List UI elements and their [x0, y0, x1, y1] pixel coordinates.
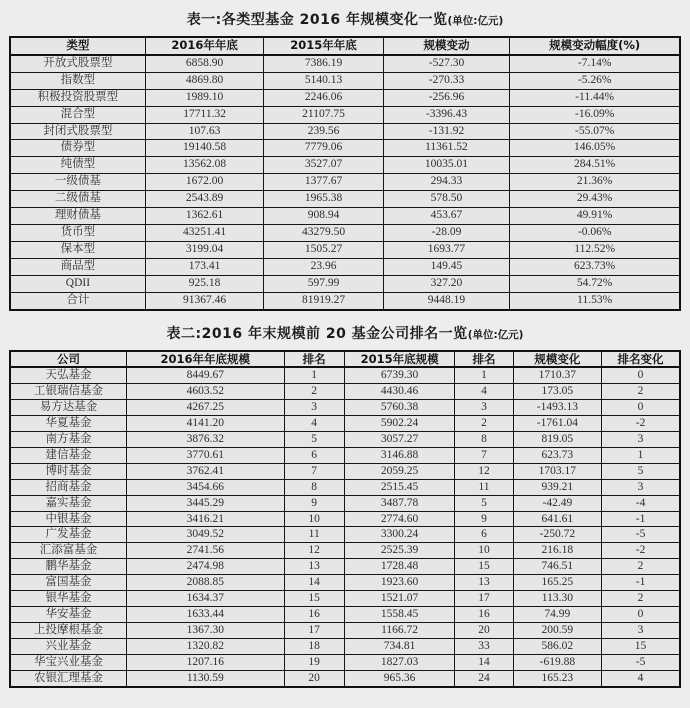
- value-cell: 11361.52: [383, 140, 510, 157]
- row-label-cell: 兴业基金: [10, 638, 127, 654]
- value-cell: 146.05%: [510, 140, 680, 157]
- row-label-cell: 富国基金: [10, 575, 127, 591]
- value-cell: 2515.45: [344, 479, 455, 495]
- value-cell: 1693.77: [383, 241, 510, 258]
- column-header: 规模变化: [513, 351, 601, 368]
- table-row: [10, 89, 680, 106]
- row-label-cell: 中银基金: [10, 511, 127, 527]
- column-header: 2015年底规模: [344, 351, 455, 368]
- row-label-cell: 华安基金: [10, 607, 127, 623]
- value-cell: 0: [602, 607, 680, 623]
- value-cell: -5: [602, 654, 680, 670]
- spacer: [9, 311, 681, 321]
- value-cell: -256.96: [383, 89, 510, 106]
- value-cell: -5.26%: [510, 72, 680, 89]
- value-cell: 1672.00: [145, 174, 264, 191]
- value-cell: 12: [284, 543, 344, 559]
- value-cell: 24: [455, 670, 513, 686]
- value-cell: 4: [602, 670, 680, 686]
- value-cell: 16: [455, 607, 513, 623]
- value-cell: 19: [284, 654, 344, 670]
- value-cell: 284.51%: [510, 157, 680, 174]
- table-row: [10, 670, 680, 686]
- column-header: 公司: [10, 351, 127, 368]
- value-cell: -4: [602, 495, 680, 511]
- value-cell: 327.20: [383, 275, 510, 292]
- value-cell: 23.96: [264, 258, 383, 275]
- row-label-cell: 货币型: [10, 224, 145, 241]
- value-cell: 91367.46: [145, 292, 264, 309]
- value-cell: 939.21: [513, 479, 601, 495]
- column-header: 2015年年底: [264, 37, 383, 55]
- value-cell: 9: [284, 495, 344, 511]
- value-cell: 8: [455, 432, 513, 448]
- value-cell: 7: [284, 463, 344, 479]
- value-cell: 294.33: [383, 174, 510, 191]
- value-cell: 2088.85: [127, 575, 284, 591]
- row-label-cell: 银华基金: [10, 591, 127, 607]
- value-cell: 6858.90: [145, 55, 264, 72]
- table-row: [10, 123, 680, 140]
- value-cell: 10035.01: [383, 157, 510, 174]
- value-cell: 2: [602, 384, 680, 400]
- value-cell: 3: [284, 400, 344, 416]
- value-cell: 200.59: [513, 622, 601, 638]
- value-cell: 7: [455, 447, 513, 463]
- value-cell: 1633.44: [127, 607, 284, 623]
- table-row: [10, 416, 680, 432]
- value-cell: 623.73%: [510, 258, 680, 275]
- value-cell: 107.63: [145, 123, 264, 140]
- table-row: [10, 384, 680, 400]
- value-cell: 113.30: [513, 591, 601, 607]
- value-cell: 5902.24: [344, 416, 455, 432]
- value-cell: 13: [284, 559, 344, 575]
- value-cell: 149.45: [383, 258, 510, 275]
- value-cell: 16: [284, 607, 344, 623]
- value-cell: 8449.67: [127, 367, 284, 383]
- table1-header-row: [10, 37, 680, 55]
- row-label-cell: 积极投资股票型: [10, 89, 145, 106]
- value-cell: 2059.25: [344, 463, 455, 479]
- value-cell: -42.49: [513, 495, 601, 511]
- value-cell: -28.09: [383, 224, 510, 241]
- value-cell: 3057.27: [344, 432, 455, 448]
- value-cell: 3: [455, 400, 513, 416]
- value-cell: 1634.37: [127, 591, 284, 607]
- value-cell: 15: [602, 638, 680, 654]
- value-cell: 12: [455, 463, 513, 479]
- value-cell: 3: [602, 622, 680, 638]
- row-label-cell: 招商基金: [10, 479, 127, 495]
- table-row: [10, 174, 680, 191]
- value-cell: 623.73: [513, 447, 601, 463]
- column-header: 2016年年底: [145, 37, 264, 55]
- value-cell: 11.53%: [510, 292, 680, 309]
- row-label-cell: 华夏基金: [10, 416, 127, 432]
- value-cell: 908.94: [264, 208, 383, 225]
- value-cell: 1989.10: [145, 89, 264, 106]
- table-row: [10, 559, 680, 575]
- value-cell: -7.14%: [510, 55, 680, 72]
- value-cell: 112.52%: [510, 241, 680, 258]
- value-cell: 965.36: [344, 670, 455, 686]
- value-cell: 2: [284, 384, 344, 400]
- row-label-cell: 嘉实基金: [10, 495, 127, 511]
- value-cell: 17711.32: [145, 106, 264, 123]
- value-cell: 11: [284, 527, 344, 543]
- table-row: [10, 638, 680, 654]
- row-label-cell: 上投摩根基金: [10, 622, 127, 638]
- value-cell: 11: [455, 479, 513, 495]
- row-label-cell: 易方达基金: [10, 400, 127, 416]
- value-cell: 2774.60: [344, 511, 455, 527]
- row-label-cell: 理财债基: [10, 208, 145, 225]
- value-cell: 3454.66: [127, 479, 284, 495]
- value-cell: 17: [284, 622, 344, 638]
- value-cell: 4: [455, 384, 513, 400]
- value-cell: 2: [602, 591, 680, 607]
- value-cell: 1207.16: [127, 654, 284, 670]
- row-label-cell: 商品型: [10, 258, 145, 275]
- table-row: [10, 292, 680, 309]
- table-row: [10, 140, 680, 157]
- row-label-cell: 纯债型: [10, 157, 145, 174]
- value-cell: 1320.82: [127, 638, 284, 654]
- value-cell: 3300.24: [344, 527, 455, 543]
- row-label-cell: 南方基金: [10, 432, 127, 448]
- value-cell: 10: [455, 543, 513, 559]
- value-cell: 173.41: [145, 258, 264, 275]
- value-cell: 8: [284, 479, 344, 495]
- table-row: [10, 191, 680, 208]
- table-row: [10, 55, 680, 72]
- value-cell: 4603.52: [127, 384, 284, 400]
- row-label-cell: 建信基金: [10, 447, 127, 463]
- value-cell: -270.33: [383, 72, 510, 89]
- column-header: 排名: [284, 351, 344, 368]
- value-cell: 5760.38: [344, 400, 455, 416]
- value-cell: 3049.52: [127, 527, 284, 543]
- value-cell: 3416.21: [127, 511, 284, 527]
- value-cell: 4430.46: [344, 384, 455, 400]
- table-row: [10, 463, 680, 479]
- value-cell: 2: [455, 416, 513, 432]
- value-cell: 3: [602, 432, 680, 448]
- row-label-cell: 开放式股票型: [10, 55, 145, 72]
- value-cell: 3199.04: [145, 241, 264, 258]
- column-header: 排名变化: [602, 351, 680, 368]
- value-cell: 1703.17: [513, 463, 601, 479]
- row-label-cell: 农银汇理基金: [10, 670, 127, 686]
- value-cell: 216.18: [513, 543, 601, 559]
- value-cell: 1827.03: [344, 654, 455, 670]
- fund-company-ranking-table: [9, 350, 681, 688]
- value-cell: 0: [602, 400, 680, 416]
- row-label-cell: 封闭式股票型: [10, 123, 145, 140]
- value-cell: 21107.75: [264, 106, 383, 123]
- table1-unit-label: (单位:亿元): [447, 15, 504, 27]
- value-cell: 4: [284, 416, 344, 432]
- value-cell: 29.43%: [510, 191, 680, 208]
- value-cell: 165.23: [513, 670, 601, 686]
- value-cell: 54.72%: [510, 275, 680, 292]
- value-cell: -250.72: [513, 527, 601, 543]
- row-label-cell: 二级债基: [10, 191, 145, 208]
- value-cell: 1710.37: [513, 367, 601, 383]
- value-cell: -2: [602, 416, 680, 432]
- value-cell: 2246.06: [264, 89, 383, 106]
- value-cell: 597.99: [264, 275, 383, 292]
- value-cell: -5: [602, 527, 680, 543]
- table-row: [10, 258, 680, 275]
- value-cell: -0.06%: [510, 224, 680, 241]
- row-label-cell: QDII: [10, 275, 145, 292]
- value-cell: 6: [455, 527, 513, 543]
- table-row: [10, 575, 680, 591]
- value-cell: -1: [602, 511, 680, 527]
- value-cell: 15: [455, 559, 513, 575]
- value-cell: -3396.43: [383, 106, 510, 123]
- value-cell: 3: [602, 479, 680, 495]
- value-cell: 641.61: [513, 511, 601, 527]
- value-cell: -619.88: [513, 654, 601, 670]
- value-cell: 10: [284, 511, 344, 527]
- table-row: [10, 241, 680, 258]
- value-cell: 15: [284, 591, 344, 607]
- table-row: [10, 591, 680, 607]
- row-label-cell: 广发基金: [10, 527, 127, 543]
- table-row: [10, 400, 680, 416]
- value-cell: 4141.20: [127, 416, 284, 432]
- value-cell: 819.05: [513, 432, 601, 448]
- value-cell: 3876.32: [127, 432, 284, 448]
- value-cell: 5: [455, 495, 513, 511]
- table-row: [10, 208, 680, 225]
- value-cell: 4869.80: [145, 72, 264, 89]
- value-cell: 239.56: [264, 123, 383, 140]
- column-header: 规模变动: [383, 37, 510, 55]
- value-cell: 173.05: [513, 384, 601, 400]
- value-cell: 81919.27: [264, 292, 383, 309]
- value-cell: -1761.04: [513, 416, 601, 432]
- table-row: [10, 106, 680, 123]
- value-cell: 3146.88: [344, 447, 455, 463]
- table2-title: [9, 323, 681, 343]
- column-header: 规模变动幅度(%): [510, 37, 680, 55]
- value-cell: 1: [284, 367, 344, 383]
- table1-title-text: 表一:各类型基金 2016 年规模变化一览: [186, 12, 448, 28]
- row-label-cell: 天弘基金: [10, 367, 127, 383]
- value-cell: 19140.58: [145, 140, 264, 157]
- value-cell: 1130.59: [127, 670, 284, 686]
- table-row: [10, 527, 680, 543]
- value-cell: 2741.56: [127, 543, 284, 559]
- value-cell: 14: [455, 654, 513, 670]
- row-label-cell: 保本型: [10, 241, 145, 258]
- value-cell: 3762.41: [127, 463, 284, 479]
- row-label-cell: 一级债基: [10, 174, 145, 191]
- value-cell: 5: [602, 463, 680, 479]
- value-cell: 1367.30: [127, 622, 284, 638]
- value-cell: 1505.27: [264, 241, 383, 258]
- row-label-cell: 债券型: [10, 140, 145, 157]
- value-cell: 43251.41: [145, 224, 264, 241]
- table-row: [10, 367, 680, 383]
- value-cell: 1521.07: [344, 591, 455, 607]
- value-cell: 1728.48: [344, 559, 455, 575]
- table-row: [10, 157, 680, 174]
- value-cell: 1: [455, 367, 513, 383]
- column-header: 类型: [10, 37, 145, 55]
- value-cell: 1362.61: [145, 208, 264, 225]
- table-row: [10, 479, 680, 495]
- value-cell: 2: [602, 559, 680, 575]
- value-cell: -527.30: [383, 55, 510, 72]
- value-cell: 14: [284, 575, 344, 591]
- table-row: [10, 511, 680, 527]
- value-cell: 20: [455, 622, 513, 638]
- value-cell: 586.02: [513, 638, 601, 654]
- value-cell: 21.36%: [510, 174, 680, 191]
- value-cell: 1: [602, 447, 680, 463]
- value-cell: 9448.19: [383, 292, 510, 309]
- value-cell: 18: [284, 638, 344, 654]
- value-cell: -1493.13: [513, 400, 601, 416]
- column-header: 排名: [455, 351, 513, 368]
- value-cell: 746.51: [513, 559, 601, 575]
- table-row: [10, 224, 680, 241]
- value-cell: 33: [455, 638, 513, 654]
- value-cell: 1923.60: [344, 575, 455, 591]
- table-row: [10, 543, 680, 559]
- value-cell: 5: [284, 432, 344, 448]
- value-cell: -1: [602, 575, 680, 591]
- value-cell: 1965.38: [264, 191, 383, 208]
- table-row: [10, 622, 680, 638]
- value-cell: 1377.67: [264, 174, 383, 191]
- value-cell: 13562.08: [145, 157, 264, 174]
- value-cell: 1558.45: [344, 607, 455, 623]
- value-cell: 578.50: [383, 191, 510, 208]
- table2-unit-label: (单位:亿元): [467, 328, 524, 341]
- value-cell: -2: [602, 543, 680, 559]
- table-row: [10, 447, 680, 463]
- table-row: [10, 607, 680, 623]
- value-cell: 0: [602, 367, 680, 383]
- row-label-cell: 博时基金: [10, 463, 127, 479]
- table-row: [10, 432, 680, 448]
- row-label-cell: 汇添富基金: [10, 543, 127, 559]
- value-cell: 9: [455, 511, 513, 527]
- value-cell: 74.99: [513, 607, 601, 623]
- value-cell: 453.67: [383, 208, 510, 225]
- value-cell: 2525.39: [344, 543, 455, 559]
- table-row: [10, 654, 680, 670]
- value-cell: 6: [284, 447, 344, 463]
- value-cell: 2474.98: [127, 559, 284, 575]
- value-cell: 7779.06: [264, 140, 383, 157]
- value-cell: -16.09%: [510, 106, 680, 123]
- row-label-cell: 鹏华基金: [10, 559, 127, 575]
- table-row: [10, 275, 680, 292]
- value-cell: 7386.19: [264, 55, 383, 72]
- value-cell: 1166.72: [344, 622, 455, 638]
- value-cell: 20: [284, 670, 344, 686]
- value-cell: -55.07%: [510, 123, 680, 140]
- value-cell: 3770.61: [127, 447, 284, 463]
- value-cell: -11.44%: [510, 89, 680, 106]
- value-cell: 43279.50: [264, 224, 383, 241]
- value-cell: 3527.07: [264, 157, 383, 174]
- value-cell: 734.81: [344, 638, 455, 654]
- column-header: 2016年年底规模: [127, 351, 284, 368]
- table-row: [10, 495, 680, 511]
- row-label-cell: 华宝兴业基金: [10, 654, 127, 670]
- table1-title: [9, 9, 681, 29]
- value-cell: 17: [455, 591, 513, 607]
- fund-type-scale-table: [9, 36, 681, 311]
- value-cell: 925.18: [145, 275, 264, 292]
- table2-header-row: [10, 351, 680, 368]
- table2-title-text: 表二:2016 年末规模前 20 基金公司排名一览: [166, 325, 468, 342]
- value-cell: 6739.30: [344, 367, 455, 383]
- row-label-cell: 混合型: [10, 106, 145, 123]
- value-cell: 49.91%: [510, 208, 680, 225]
- value-cell: 13: [455, 575, 513, 591]
- row-label-cell: 合计: [10, 292, 145, 309]
- value-cell: -131.92: [383, 123, 510, 140]
- value-cell: 165.25: [513, 575, 601, 591]
- table-row: [10, 72, 680, 89]
- value-cell: 2543.89: [145, 191, 264, 208]
- row-label-cell: 工银瑞信基金: [10, 384, 127, 400]
- value-cell: 3487.78: [344, 495, 455, 511]
- value-cell: 5140.13: [264, 72, 383, 89]
- value-cell: 3445.29: [127, 495, 284, 511]
- row-label-cell: 指数型: [10, 72, 145, 89]
- value-cell: 4267.25: [127, 400, 284, 416]
